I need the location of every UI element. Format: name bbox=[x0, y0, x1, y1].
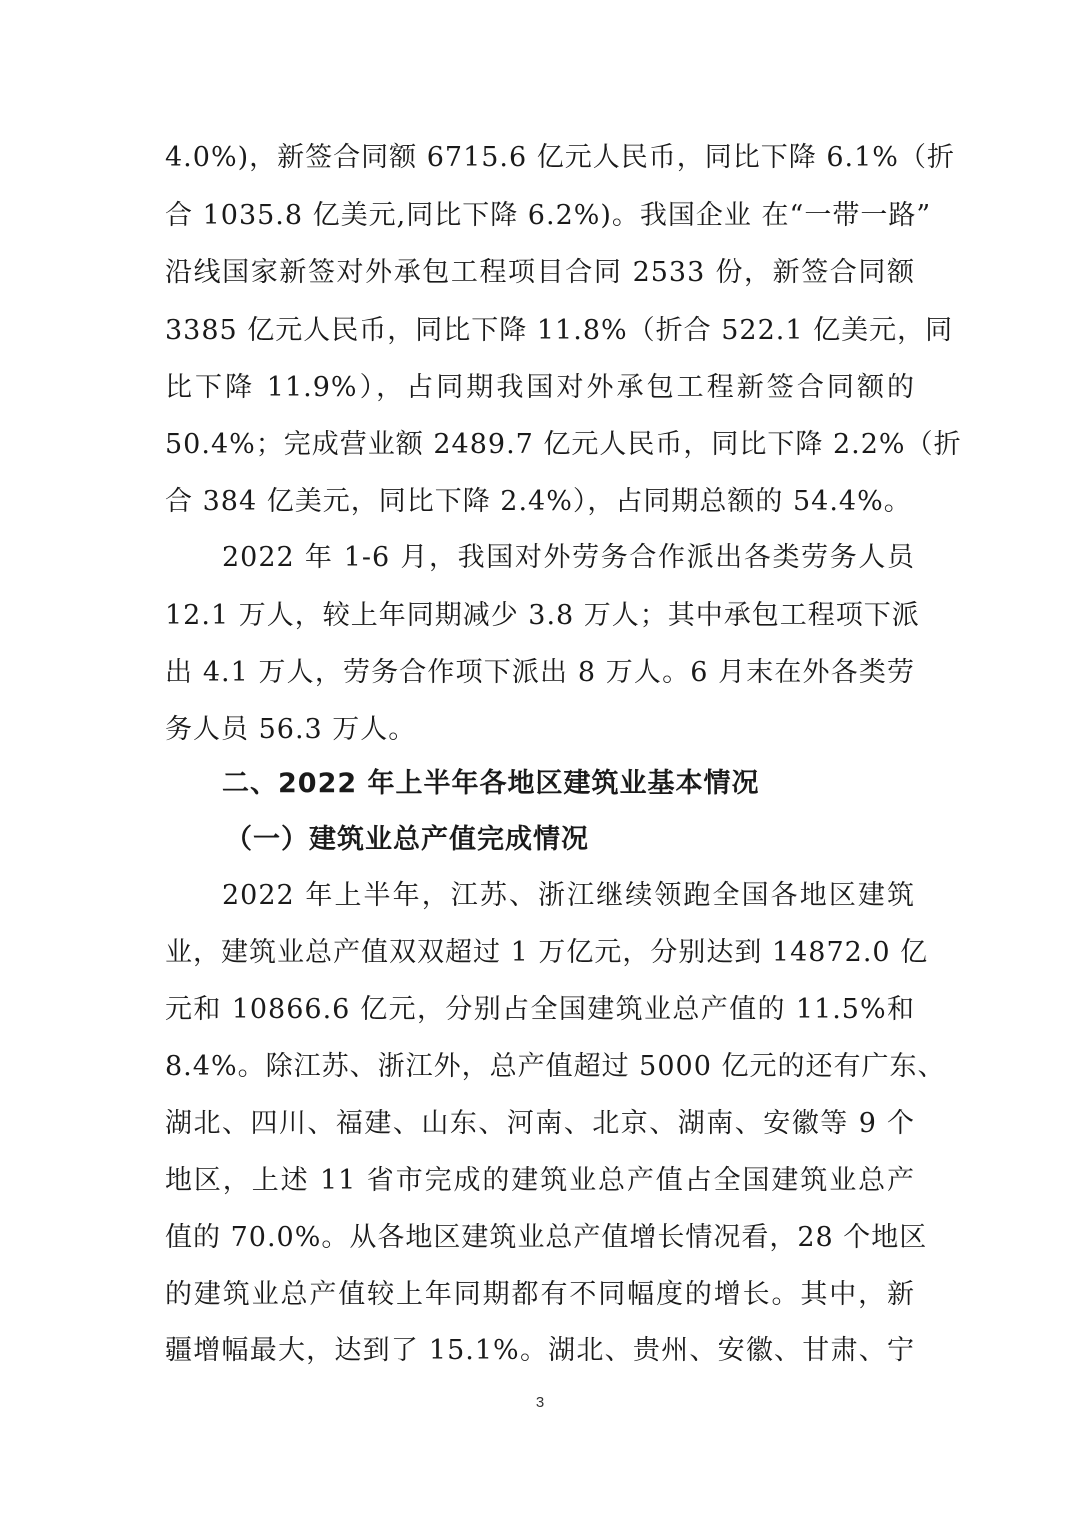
paragraph-line: 地区，上述 11 省市完成的建筑业总产值占全国建筑业总产 bbox=[165, 1165, 915, 1196]
paragraph-line: 出 4.1 万人，劳务合作项下派出 8 万人。6 月末在外各类劳 bbox=[165, 657, 915, 688]
paragraph-line: 50.4%；完成营业额 2489.7 亿元人民币，同比下降 2.2%（折 bbox=[165, 429, 962, 460]
paragraph-line: 3385 亿元人民币，同比下降 11.8%（折合 522.1 亿美元，同 bbox=[165, 315, 954, 346]
paragraph-line: 疆增幅最大，达到了 15.1%。湖北、贵州、安徽、甘肃、宁 bbox=[165, 1335, 915, 1366]
paragraph-line: 4.0%)，新签合同额 6715.6 亿元人民币，同比下降 6.1%（折 bbox=[165, 142, 955, 173]
paragraph-line: 业，建筑业总产值双双超过 1 万亿元，分别达到 14872.0 亿 bbox=[165, 937, 929, 968]
paragraph-line: 2022 年上半年，江苏、浙江继续领跑全国各地区建筑 bbox=[222, 880, 915, 911]
paragraph-line: 合 384 亿美元，同比下降 2.4%），占同期总额的 54.4%。 bbox=[165, 486, 912, 517]
paragraph-line: 的建筑业总产值较上年同期都有不同幅度的增长。其中，新 bbox=[165, 1279, 915, 1310]
section-heading: 二、2022 年上半年各地区建筑业基本情况 bbox=[222, 768, 760, 799]
paragraph-line: 比下降 11.9%），占同期我国对外承包工程新签合同额的 bbox=[165, 372, 915, 403]
paragraph-line: 务人员 56.3 万人。 bbox=[165, 714, 417, 745]
paragraph-line: 沿线国家新签对外承包工程项目合同 2533 份，新签合同额 bbox=[165, 257, 915, 288]
page-number: 3 bbox=[535, 1394, 545, 1411]
paragraph-line: 8.4%。除江苏、浙江外，总产值超过 5000 亿元的还有广东、 bbox=[165, 1051, 946, 1082]
paragraph-line: 12.1 万人，较上年同期减少 3.8 万人；其中承包工程项下派 bbox=[165, 600, 920, 631]
paragraph-line: 合 1035.8 亿美元,同比下降 6.2%)。我国企业 在“一带一路” bbox=[165, 200, 932, 231]
paragraph-line: 湖北、四川、福建、山东、河南、北京、湖南、安徽等 9 个 bbox=[165, 1108, 915, 1139]
paragraph-line: 值的 70.0%。从各地区建筑业总产值增长情况看，28 个地区 bbox=[165, 1222, 928, 1253]
paragraph-line: 2022 年 1-6 月，我国对外劳务合作派出各类劳务人员 bbox=[222, 542, 915, 573]
paragraph-line: 元和 10866.6 亿元，分别占全国建筑业总产值的 11.5%和 bbox=[165, 994, 915, 1025]
subsection-heading: （一）建筑业总产值完成情况 bbox=[225, 824, 589, 855]
